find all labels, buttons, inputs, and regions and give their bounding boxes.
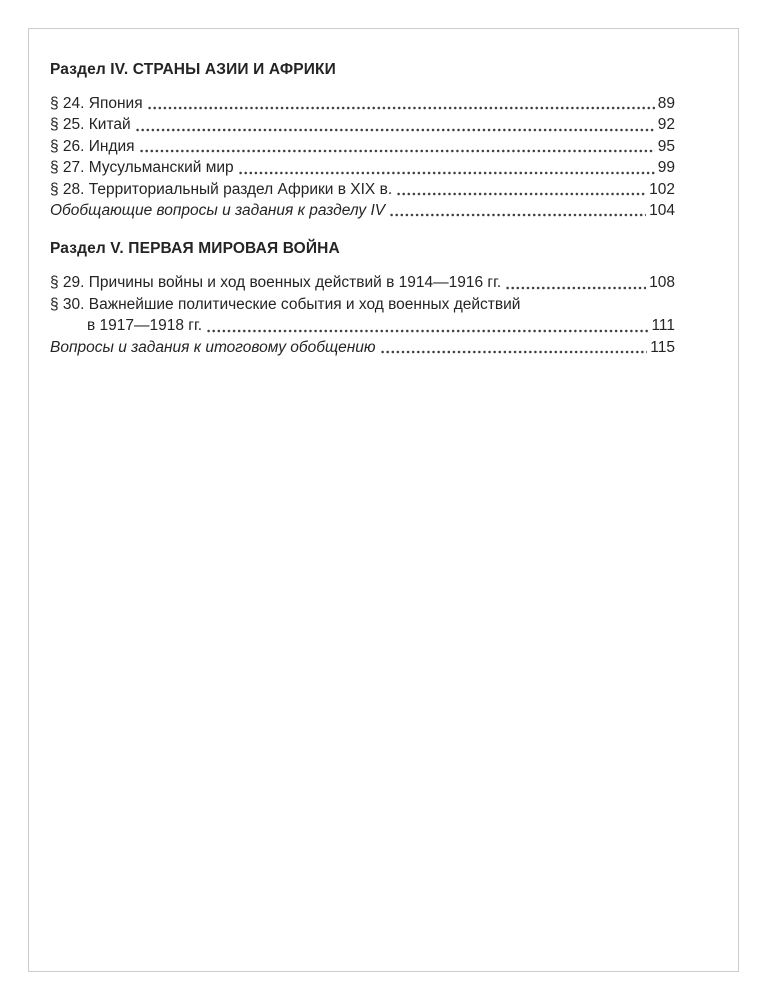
dot-leader <box>239 171 655 175</box>
toc-entry-page: 92 <box>657 116 675 134</box>
toc-entry-label: Вопросы и задания к итоговому обобщению <box>50 338 376 356</box>
toc-entry <box>50 294 675 337</box>
dot-leader <box>140 149 655 153</box>
toc-entry-label: § 30. Важнейшие политические события и ход военных действий <box>50 295 521 313</box>
toc-entry-label: § 25. Китай <box>50 116 131 134</box>
dot-leader <box>397 192 646 196</box>
toc-entry-page: 104 <box>649 202 675 220</box>
dot-leader <box>381 350 648 354</box>
toc-entry-label-continued: в 1917—1918 гг. <box>87 317 203 335</box>
toc-entry-label: § 24. Япония <box>50 95 143 112</box>
toc-entry-line1 <box>50 294 675 315</box>
toc-entry <box>50 200 675 221</box>
toc-section-5 <box>50 238 675 358</box>
dot-leader <box>148 106 655 110</box>
dot-leader <box>390 213 646 217</box>
dot-leader <box>506 286 646 290</box>
toc-entry-page: 115 <box>650 338 675 356</box>
toc-entry-page: 111 <box>651 317 675 335</box>
toc-entry <box>50 136 675 157</box>
toc-entry-label: § 27. Мусульманский мир <box>50 159 234 177</box>
toc-entry-page: 95 <box>657 137 675 155</box>
toc-entry-page: 99 <box>657 159 675 177</box>
section-heading: Раздел IV. СТРАНЫ АЗИИ И АФРИКИ <box>50 61 336 78</box>
dot-leader <box>207 329 648 333</box>
toc-entry <box>50 157 675 178</box>
toc-entry <box>50 272 675 293</box>
toc-entry <box>50 114 675 135</box>
toc-section-4 <box>50 59 675 221</box>
toc-entry-label: § 26. Индия <box>50 137 135 155</box>
toc-entry <box>50 179 675 200</box>
toc-entry-label: § 29. Причины войны и ход военных действий в 1914—1916 гг. <box>50 274 502 292</box>
toc-entry-page: 108 <box>649 274 675 292</box>
toc-entry-line2 <box>50 315 675 336</box>
toc-entry <box>50 337 675 358</box>
table-of-contents <box>50 59 675 375</box>
toc-entry-label: Обобщающие вопросы и задания к разделу IV <box>50 202 386 220</box>
toc-entry <box>50 93 675 114</box>
toc-entry-label: § 28. Территориальный раздел Африки в XIX в. <box>50 180 393 198</box>
toc-entry-page: 102 <box>649 180 675 198</box>
dot-leader <box>136 128 655 132</box>
toc-entry-page: 89 <box>657 95 675 112</box>
section-heading: Раздел V. ПЕРВАЯ МИРОВАЯ ВОЙНА <box>50 240 340 258</box>
